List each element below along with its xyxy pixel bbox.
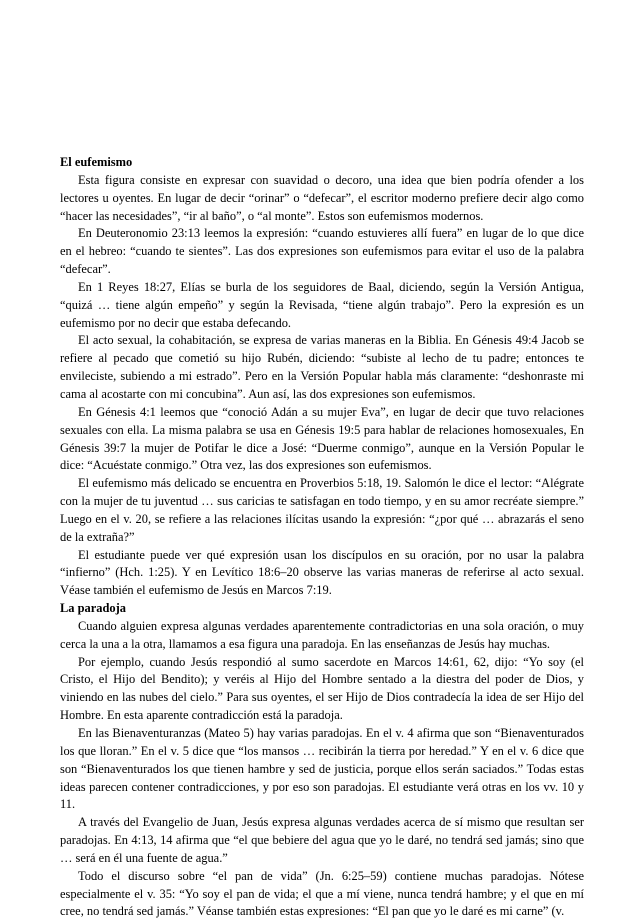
section-heading-paradoja: La paradoja: [60, 601, 126, 616]
paragraph: El eufemismo más delicado se encuentra en Proverbios 5:18, 19. Salomón le dice el lector: “Alégrate con la mujer de tu juventud … sus caricias te satisfagan en todo tiempo, y en su amor recréate siempre.” Luego en el v. 20, se refiere a las relaciones ilícitas usando la expresión: “¿por qué … abrazarás el seno de la extraña?”: [60, 476, 584, 544]
paragraph: El acto sexual, la cohabitación, se expresa de varias maneras en la Biblia. En Génesis 49:4 Jacob se refiere al pecado que cometió su hijo Rubén, diciendo: “subiste al lecho de tu padre; entonces te envileciste, subiendo a mi estrado”. Pero en la Versión Popular habla más claramente: “deshonraste mi cama al acostarte con mi concubina”. Aun así, las dos expresiones son eufemismos.: [60, 333, 584, 401]
paragraph: Todo el discurso sobre “el pan de vida” (Jn. 6:25–59) contiene muchas paradojas. Nótese especialmente el v. 35: “Yo soy el pan de vida; el que a mí viene, nunca tendrá hambre; y el que en mí cree, no tendrá sed jamás.” Véanse también estas expresiones: “El pan que yo le daré es mi carne” (v.: [60, 868, 584, 919]
paragraph: Por ejemplo, cuando Jesús respondió al sumo sacerdote en Marcos 14:61, 62, dijo: “Yo soy (el Cristo, el Hijo del Bendito); y veréis al Hijo del Hombre sentado a la diestra del poder de Dios, y viniendo en las nubes del cielo.” Para sus oyentes, el ser Hijo de Dios contradecía la idea de ser Hijo del Hombre. En esta aparente contradicción está la paradoja.: [60, 654, 584, 723]
paragraph: Esta figura consiste en expresar con suavidad o decoro, una idea que bien podría ofender a los lectores u oyentes. En lugar de decir “orinar” o “defecar”, el escritor moderno prefiere decir algo como “hacer las necesidades”, “ir al baño”, o “al monte”. Estos son eufemismos modernos.: [60, 172, 584, 223]
paragraph: A través del Evangelio de Juan, Jesús expresa algunas verdades acerca de sí mismo que resultan ser paradojas. En 4:13, 14 afirma que “el que bebiere del agua que yo le daré, no tendrá sed jamás; sino que … será en él una fuente de agua.”: [60, 815, 584, 865]
paragraph: En 1 Reyes 18:27, Elías se burla de los seguidores de Baal, diciendo, según la Versión Antigua, “quizá … tiene algún empeño” y según la Revisada, “tiene algún trabajo”. Pero la expresión es un eufemismo por no decir que estaba defecando.: [60, 279, 584, 330]
paragraph: Cuando alguien expresa algunas verdades aparentemente contradictorias en una sola oración, o muy cerca la una a la otra, llamamos a esa figura una paradoja. En las enseñanzas de Jesús hay muchas.: [60, 618, 584, 651]
paragraph: En Deuteronomio 23:13 leemos la expresión: “cuando estuvieres allí fuera” en lugar de lo que dice en el hebreo: “cuando te sientes”. Las dos expresiones son eufemismos para evitar el uso de la palabra “defecar”.: [60, 226, 584, 277]
section-heading-eufemismo: El eufemismo: [60, 155, 133, 169]
document-text: [60, 154, 584, 921]
paragraph: El estudiante puede ver qué expresión usan los discípulos en su oración, por no usar la palabra “infierno” (Hch. 1:25). Y en Levítico 18:6–20 observe las varias maneras de referirse al acto sexual. Véase también el eufemismo de Jesús en Marcos 7:19.: [60, 547, 584, 598]
paragraph: En las Bienaventuranzas (Mateo 5) hay varias paradojas. En el v. 4 afirma que son “Bienaventurados los que lloran.” En el v. 5 dice que “los mansos … recibirán la tierra por heredad.” Y en el v. 6 dice que son “Bienaventurados los que tienen hambre y sed de justicia, porque ellos serán saciados.” Todas estas ideas parecen contener contradicciones, y por eso son paradojas. El estudiante verá otras en los vv. 10 y 11.: [60, 726, 584, 812]
paragraph: En Génesis 4:1 leemos que “conoció Adán a su mujer Eva”, en lugar de decir que tuvo relaciones sexuales con ella. La misma palabra se usa en Génesis 19:5 para hablar de relaciones homosexuales, En Génesis 39:7 la mujer de Potifar le dice a José: “Duerme conmigo”, aunque en la Versión Popular le dice: “Acuéstate conmigo.” Otra vez, las dos expresiones son eufemismos.: [60, 404, 584, 473]
